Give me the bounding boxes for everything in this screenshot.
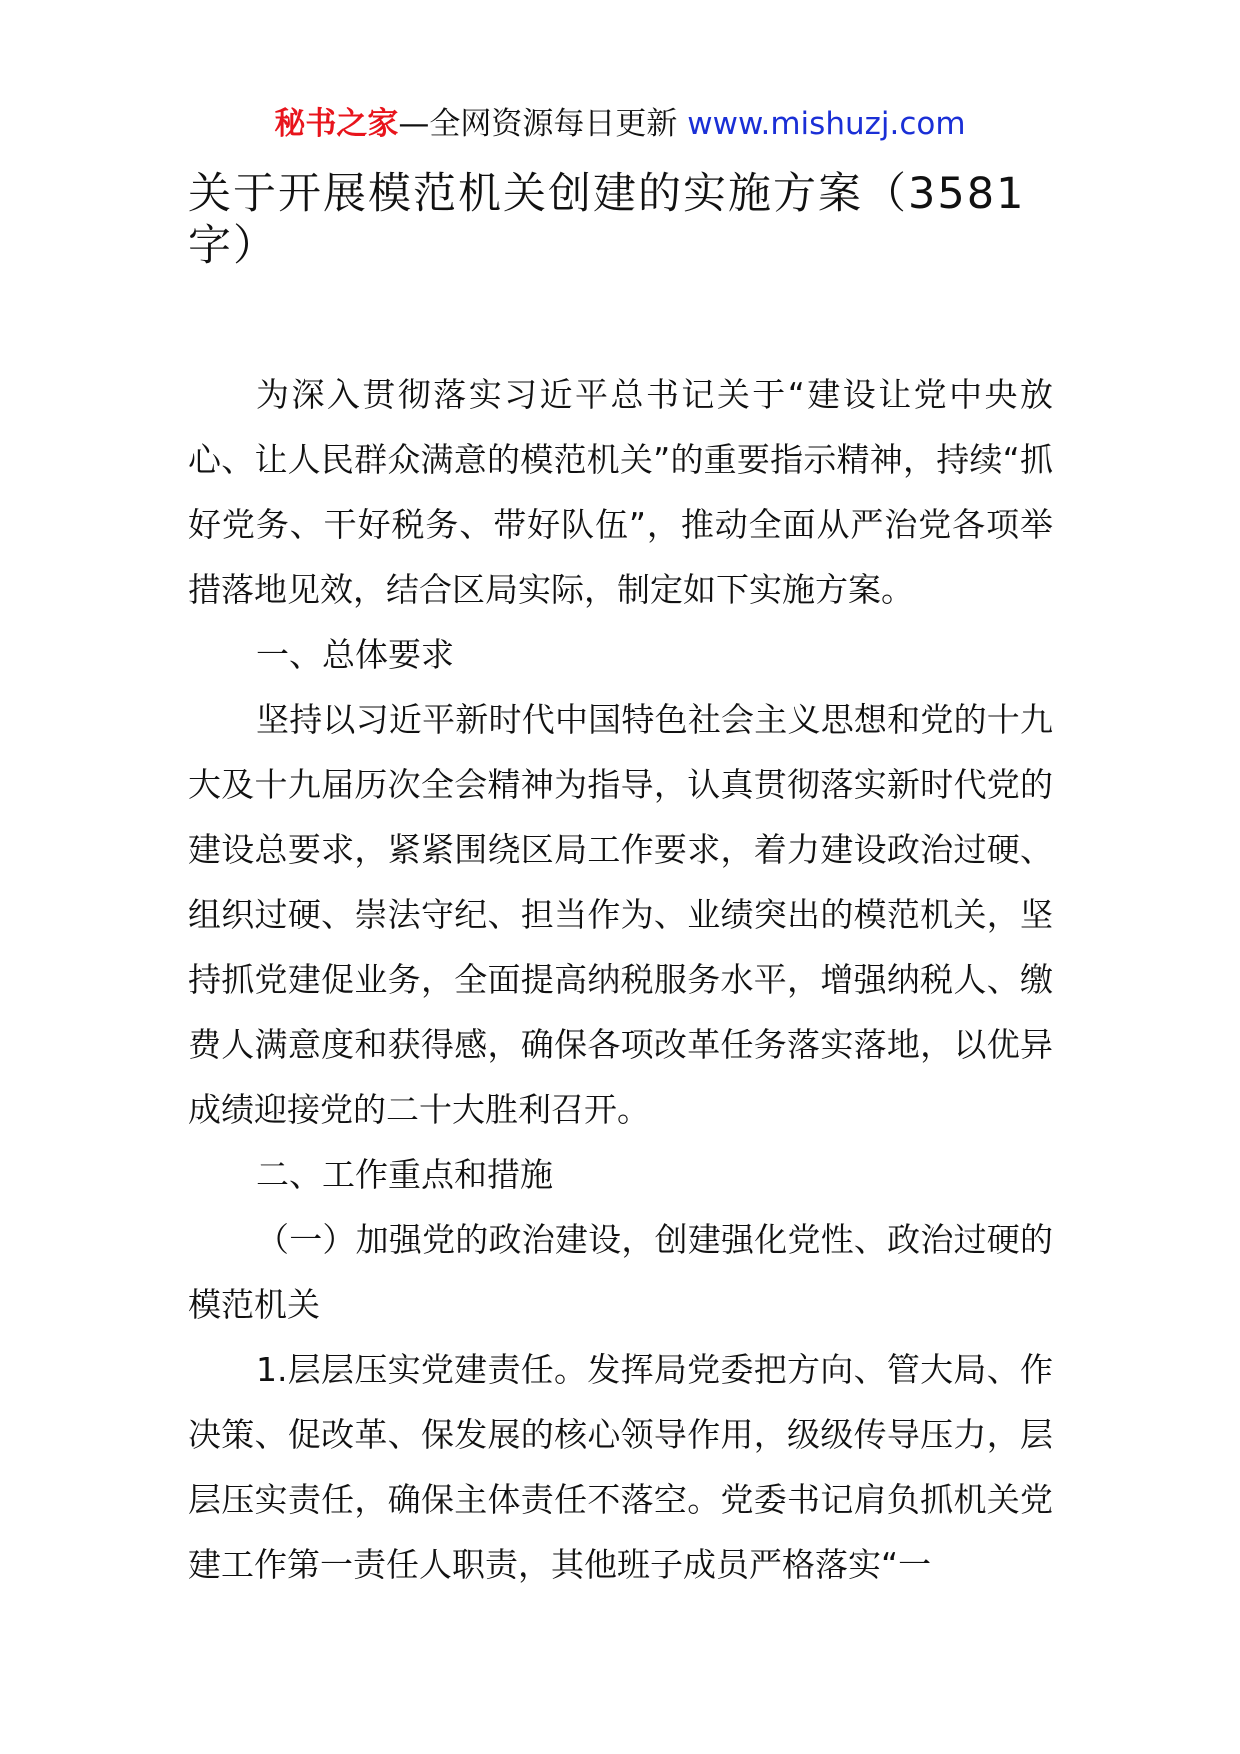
section-heading-key-measures: 二、工作重点和措施 (256, 1155, 553, 1194)
section-heading-general-requirements: 一、总体要求 (256, 635, 454, 674)
intro-paragraph: 为深入贯彻落实习近平总书记关于“建设让党中央放心、让人民群众满意的模范机关”的重要指示精神，持续“抓好党务、干好税务、带好队伍”，推动全面从严治党各项举措落地见效，结合区局实际，制定如下实施方案。 (188, 375, 1053, 609)
item-1-paragraph: 1.层层压实党建责任。发挥局党委把方向、管大局、作决策、促改革、保发展的核心领导作用，级级传导压力，层层压实责任，确保主体责任不落空。党委书记肩负抓机关党建工作第一责任人职责，其他班子成员严格落实“一 (188, 1350, 1053, 1584)
document-body (188, 362, 1053, 1597)
site-url-link[interactable]: www.mishuzj.com (687, 106, 966, 142)
site-tagline: —全网资源每日更新 (398, 106, 688, 142)
document-title: 关于开展模范机关创建的实施方案（3581字） (188, 169, 1026, 271)
site-brand: 秘书之家 (274, 106, 399, 142)
site-header (0, 104, 1240, 144)
subsection-heading-political-building: （一）加强党的政治建设，创建强化党性、政治过硬的模范机关 (188, 1220, 1053, 1324)
general-requirements-paragraph: 坚持以习近平新时代中国特色社会主义思想和党的十九大及十九届历次全会精神为指导，认真贯彻落实新时代党的建设总要求，紧紧围绕区局工作要求，着力建设政治过硬、组织过硬、崇法守纪、担当作为、业绩突出的模范机关，坚持抓党建促业务，全面提高纳税服务水平，增强纳税人、缴费人满意度和获得感，确保各项改革任务落实落地，以优异成绩迎接党的二十大胜利召开。 (188, 700, 1053, 1129)
